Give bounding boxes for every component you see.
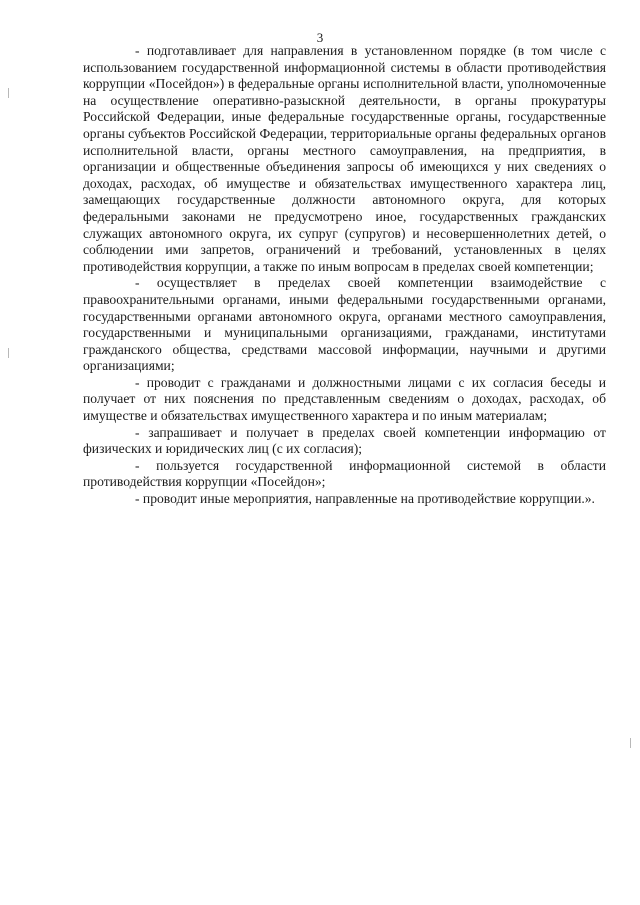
document-body: [83, 43, 606, 508]
scan-margin-mark: [8, 88, 9, 98]
paragraph-poseidon-system: - пользуется государственной информационной системой в области противодействия коррупции «Посейдон»;: [83, 457, 606, 490]
paragraph-prepare-requests: - подготавливает для направления в установленном порядке (в том числе с использованием государственной информационной системы в области противодействия коррупции «Посейдон») в федеральные органы исполнительной власти, уполномоченные на осуществление оперативно-разыскной деятельности, в органы прокуратуры Российской Федерации, иные федеральные государственные органы, государственные органы субъектов Российской Федерации, территориальные органы федеральных органов исполнительной власти, органы местного самоуправления, на предприятия, в организации и общественные объединения запросы об имеющихся у них сведениях о доходах, расходах, об имуществе и обязательствах имущественного характера лиц, замещающих государственные должности автономного округа, для которых федеральными законами не предусмотрено иное, государственных гражданских служащих автономного округа, их супруг (супругов) и несовершеннолетних детей, о соблюдении ими запретов, ограничений и требований, установленных в целях противодействия коррупции, а также по иным вопросам в пределах своей компетенции;: [83, 43, 606, 274]
paragraph-interaction: - осуществляет в пределах своей компетенции взаимодействие с правоохранительными органами, иными федеральными государственными органами, государственными органами автономного округа, органами местного самоуправления, государственными и муниципальными организациями, гражданами, институтами гражданского общества, средствами массовой информации, научными и другими организациями;: [83, 275, 606, 374]
scan-margin-mark: [630, 738, 631, 748]
paragraph-conversations: - проводит с гражданами и должностными лицами с их согласия беседы и получает от них пояснения по представленным сведениям о доходах, расходах, об имуществе и обязательствах имущественного характера и по иным материалам;: [83, 374, 606, 424]
paragraph-request-information: - запрашивает и получает в пределах своей компетенции информацию от физических и юридических лиц (с их согласия);: [83, 424, 606, 457]
paragraph-other-measures: - проводит иные мероприятия, направленные на противодействие коррупции.».: [135, 491, 595, 507]
scan-margin-mark: [8, 348, 9, 358]
page-number: 3: [316, 30, 324, 45]
